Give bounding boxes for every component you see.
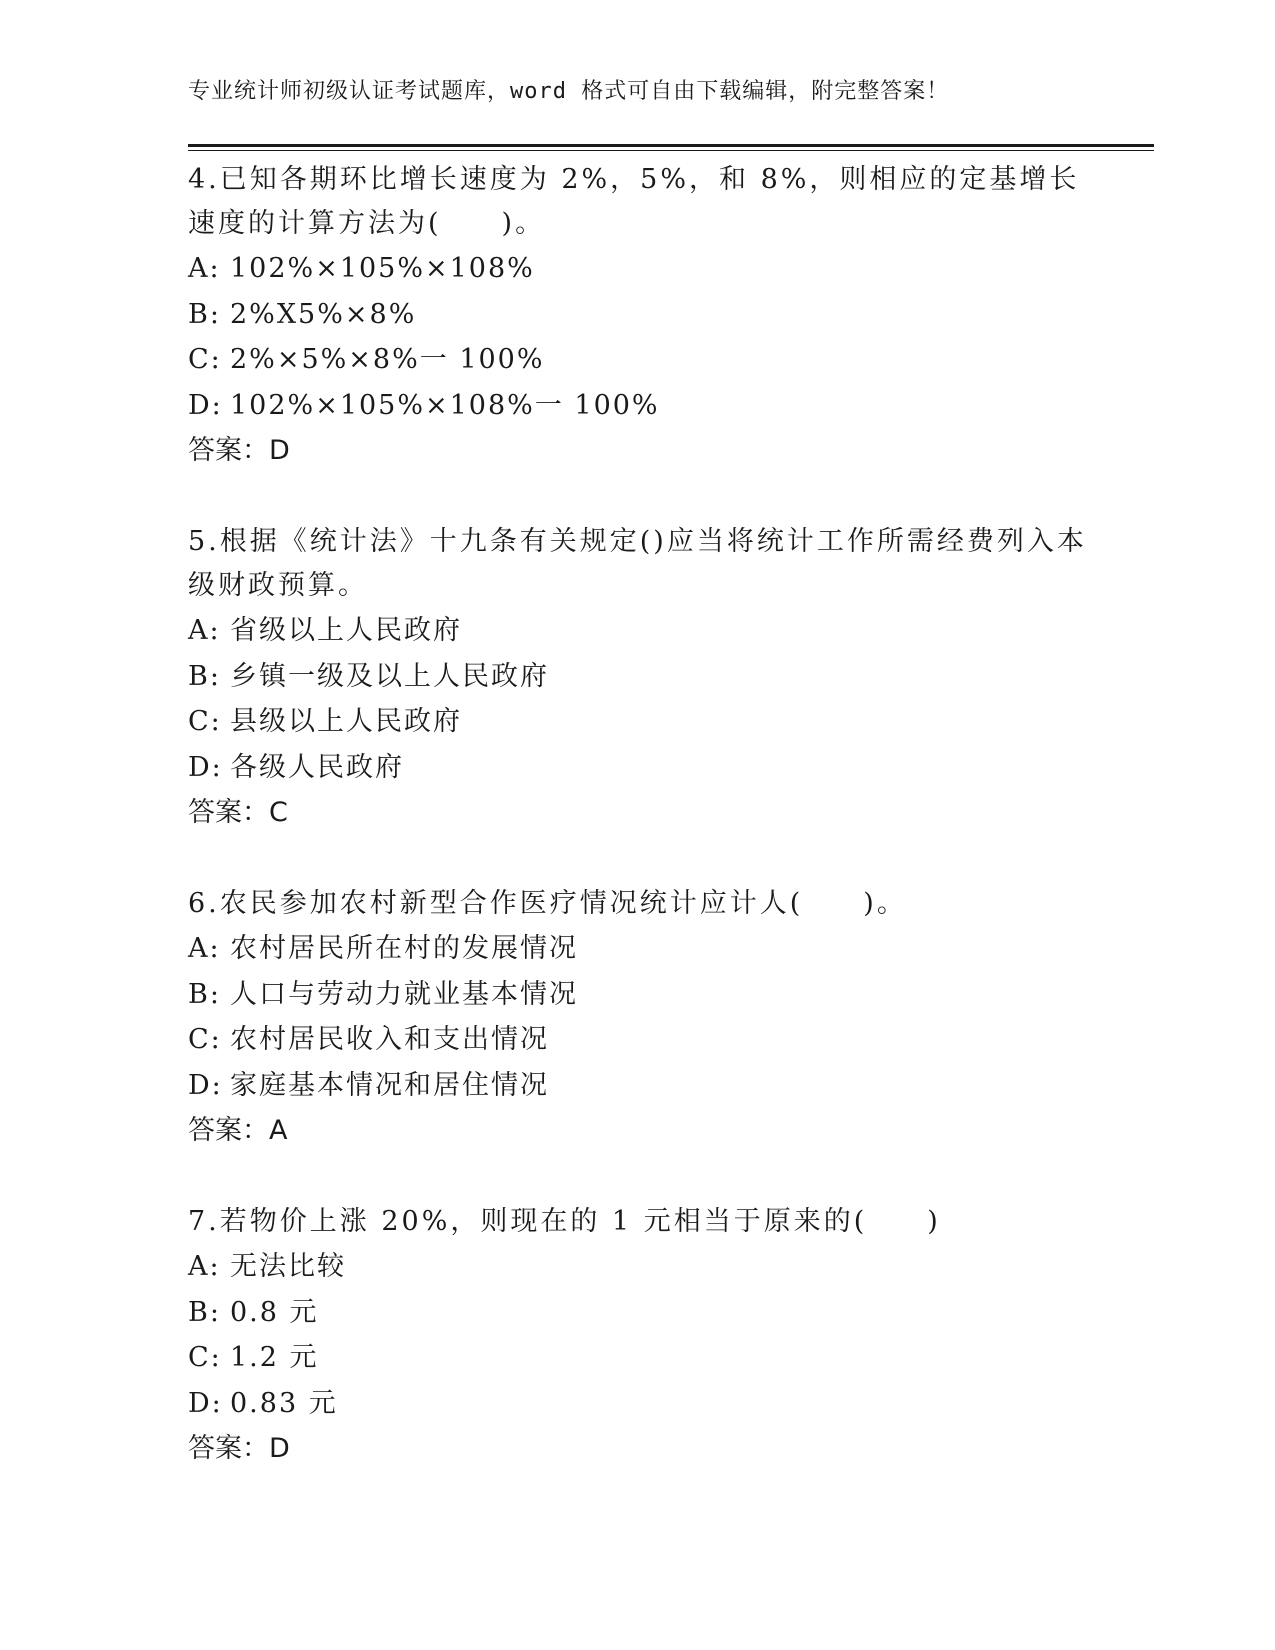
option-text: 农村居民收入和支出情况 bbox=[230, 1024, 549, 1055]
option-text: 2%X5%×8% bbox=[230, 298, 417, 330]
option-b bbox=[188, 1290, 1088, 1336]
option-text: 0.83 元 bbox=[230, 1387, 338, 1419]
answer: 答案：A bbox=[188, 1115, 288, 1146]
option-d bbox=[188, 1381, 1088, 1427]
question-stem: 7.若物价上涨 20%，则现在的 1 元相当于原来的( ) bbox=[188, 1206, 941, 1237]
question-stem: 6.农民参加农村新型合作医疗情况统计应计人( )。 bbox=[188, 888, 907, 919]
header-rule-thin bbox=[188, 150, 1154, 151]
option-b bbox=[188, 972, 1088, 1018]
option-letter: B: bbox=[188, 660, 221, 692]
option-text: 家庭基本情况和居住情况 bbox=[230, 1069, 549, 1101]
option-text: 102%×105%×108% bbox=[230, 253, 535, 284]
option-letter: B: bbox=[188, 978, 221, 1010]
option-letter: D: bbox=[188, 751, 223, 783]
option-d bbox=[188, 745, 1088, 791]
option-letter: A: bbox=[188, 615, 221, 646]
page-header: 专业统计师初级认证考试题库，word 格式可自由下载编辑，附完整答案！ bbox=[188, 79, 950, 104]
option-d bbox=[188, 383, 1088, 429]
option-letter: B: bbox=[188, 1296, 221, 1328]
option-text: 农村居民所在村的发展情况 bbox=[230, 933, 578, 964]
option-a bbox=[188, 246, 1088, 292]
option-a bbox=[188, 1244, 1088, 1290]
option-c bbox=[188, 337, 1088, 383]
option-text: 乡镇一级及以上人民政府 bbox=[230, 660, 549, 692]
question-stem: 4.已知各期环比增长速度为 2%，5%，和 8%，则相应的定基增长速度的计算方法为( )。 bbox=[188, 164, 1080, 239]
option-letter: C: bbox=[188, 706, 222, 737]
option-d bbox=[188, 1063, 1088, 1109]
option-text: 无法比较 bbox=[230, 1251, 346, 1282]
option-c bbox=[188, 1017, 1088, 1063]
option-text: 人口与劳动力就业基本情况 bbox=[230, 978, 578, 1010]
question-stem: 5.根据《统计法》十九条有关规定()应当将统计工作所需经费列入本级财政预算。 bbox=[188, 526, 1087, 601]
option-letter: B: bbox=[188, 298, 221, 330]
question-4 bbox=[188, 158, 1088, 474]
option-text: 102%×105%×108%一 100% bbox=[230, 389, 660, 421]
option-letter: D: bbox=[188, 1069, 223, 1101]
option-a bbox=[188, 926, 1088, 972]
option-c bbox=[188, 1335, 1088, 1381]
answer: 答案：D bbox=[188, 1433, 290, 1464]
header-rule-thick bbox=[188, 144, 1154, 147]
option-b bbox=[188, 654, 1088, 700]
option-letter: A: bbox=[188, 253, 221, 284]
option-letter: C: bbox=[188, 344, 222, 375]
option-c bbox=[188, 699, 1088, 745]
option-text: 2%×5%×8%一 100% bbox=[230, 344, 545, 375]
option-b bbox=[188, 292, 1088, 338]
answer: 答案：D bbox=[188, 435, 290, 466]
option-text: 1.2 元 bbox=[230, 1342, 319, 1373]
option-letter: A: bbox=[188, 933, 221, 964]
option-letter: D: bbox=[188, 389, 223, 421]
option-a bbox=[188, 608, 1088, 654]
question-5 bbox=[188, 520, 1088, 836]
answer: 答案：C bbox=[188, 797, 288, 828]
option-letter: C: bbox=[188, 1342, 222, 1373]
option-text: 县级以上人民政府 bbox=[230, 706, 462, 737]
option-text: 省级以上人民政府 bbox=[230, 615, 462, 646]
question-6 bbox=[188, 882, 1088, 1154]
option-text: 0.8 元 bbox=[230, 1296, 319, 1328]
option-letter: D: bbox=[188, 1387, 223, 1419]
question-list bbox=[188, 158, 1088, 1518]
option-letter: A: bbox=[188, 1251, 221, 1282]
question-7 bbox=[188, 1200, 1088, 1472]
option-letter: C: bbox=[188, 1024, 222, 1055]
option-text: 各级人民政府 bbox=[230, 751, 404, 783]
